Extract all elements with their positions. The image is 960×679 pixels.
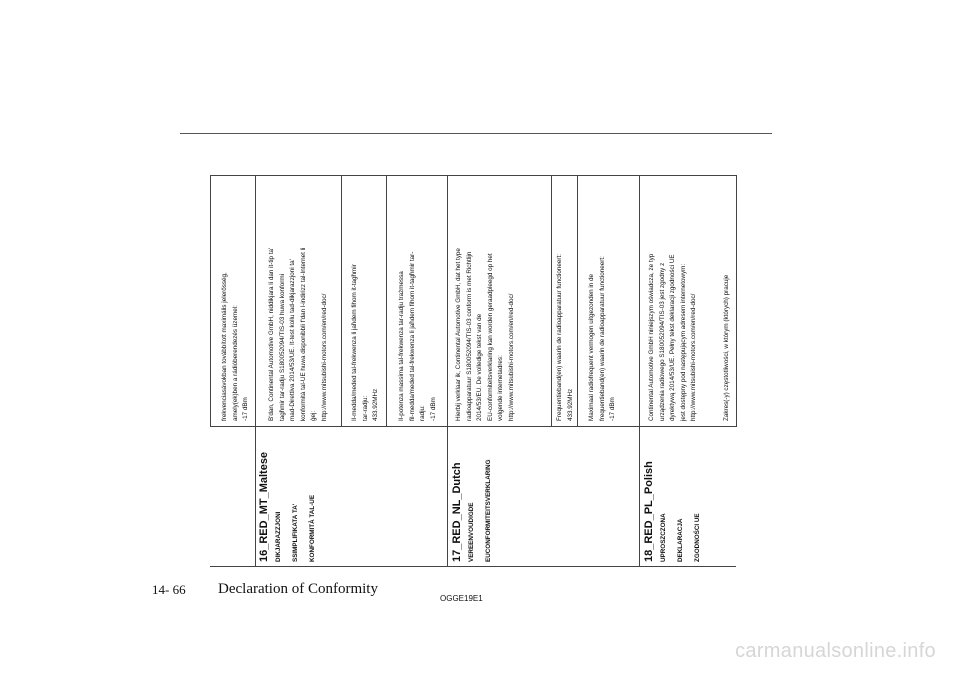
text-line: 433.92MHz [372,388,380,421]
label-line: UPROSZCZONA [660,513,667,562]
mt-power-text [397,252,439,421]
mt-declaration-text [267,248,331,421]
table-border-right [210,175,736,176]
text-line: fil-medda/meded tal-frekwenza li jaħdem fihom it-tagħmir tar- [408,251,416,421]
text-line: radju: [419,405,427,421]
text-line: Frequentieband(en) waarin de radioapparatuur functioneert: [556,254,563,421]
text-line: http://www.mitsubishi-motors.com/en/red-doc/ [690,293,698,421]
text-line: B'dan, Continental Automotive GmbH, niddikjara li dan it-tip ta' [268,247,275,421]
text-line: jest dostępny pod następującym adresem internetowym: [679,263,687,421]
text-line: frequentieband(en) waarin de radioapparatuur functioneert: [598,256,606,421]
text-line: amely(ek)ben a rádióberendezés üzemel: [231,305,239,421]
text-line: http://www.mitsubishi-motors.com/en/red-doc/ [507,293,515,421]
nl-power-text [587,256,619,421]
pl-declaration-text [647,254,700,421]
text-line: frekvenciasávokban továbbított maximális jelerősség, [221,272,228,421]
label-line: DEKLARACJA [677,518,684,562]
text-line: Continental Automotive GmbH niniejszym oświadcza, że typ [648,253,655,421]
section-label-nl [463,460,497,563]
page-number: 14- 66 [152,582,186,597]
document-code: OGGE19E1 [440,594,483,603]
mt-frequency-text [350,264,382,421]
text-line: Maximaal radiofrequent vermogen uitgezonden in de [588,273,595,421]
text-line: EU-conformiteitsverklaring kan worden geraadpleegd op het [486,253,494,421]
hu-tail-text [220,272,252,421]
text-line: radioapparatuur S180052094/TIS-03 conform is met Richtlijn [465,251,473,421]
text-line: mad-Direttiva 2014/53/UE. It-test kollu tad-dikjarazzjoni ta' [289,259,297,421]
text-line: ġej: [310,410,318,421]
text-line: Zakres(-y) częstotliwości, w którym (których) pracuje [723,274,730,421]
table-border-left [210,566,736,567]
pl-frequency-text [722,275,733,421]
text-line: dyrektywą 2014/53/UE. Pełny tekst deklaracji zgodności UE [669,254,677,421]
text-line: konformità tal-UE huwa disponibbli f'dan l-indirizz tal-Internet li [299,247,307,421]
row-line [255,175,256,567]
section-heading-nl: 17_RED_NL_Dutch [451,462,463,562]
section-title: Declaration of Conformity [218,581,378,597]
section-heading-mt: 16_RED_MT_Maltese [258,451,270,562]
text-line: urządzenia radiowego S180052094/TIS-03 jest zgodny z [658,262,666,421]
watermark: carmanualsonline.info [735,640,936,662]
row-line [577,175,578,427]
text-line: 433.92MHz [566,388,574,421]
rotated-declaration-table [210,175,736,567]
row-line [447,175,448,567]
label-line: KONFORMITÀ TAL-UE [309,494,316,562]
text-line: Il-medda/meded tal-frekwenza li jaħdem fihom it-tagħmir [351,264,358,421]
row-line [736,175,737,427]
column-divider [210,426,736,427]
text-line: Hierbij verklaar ik, Continental Automotive GmbH, dat het type [455,248,462,421]
text-line: -17 dBm [429,397,437,421]
row-line [551,175,552,427]
text-line: -17 dBm [609,397,617,421]
text-line: 2014/53/EU. De volledige tekst van de [476,313,484,421]
text-line: volgende internetadres: [497,355,505,421]
label-line: SSIMPLIFIKATA TA' [292,503,299,562]
nl-frequency-text [555,254,576,421]
row-line [639,175,640,567]
row-line [210,175,211,427]
row-line [341,175,342,427]
section-label-mt [270,495,321,562]
label-line: VEREENVOUDIGDE [468,502,475,562]
text-line: tar-radju: [361,395,369,421]
text-line: Il-potenza massima tal-frekwenza tar-radju trażmessa [398,271,405,421]
label-line: EUCONFORMITEITSVERKLARING [485,459,492,562]
text-line: tagħmir tar-radju S180052094/TIS-03 huwa konformi [278,273,286,421]
nl-declaration-text [454,248,518,421]
label-line: ZGODNOŚCI UE [694,513,701,562]
section-label-pl [655,513,706,562]
section-heading-pl: 18_RED_PL_Polish [643,461,655,562]
header-rule [180,133,772,134]
text-line: -17 dBm [242,397,250,421]
text-line: http://www.mitsubishi-motors.com/en/red-doc/ [320,293,328,421]
label-line: DIKJARAZZJONI [275,511,282,562]
row-line [386,175,387,427]
